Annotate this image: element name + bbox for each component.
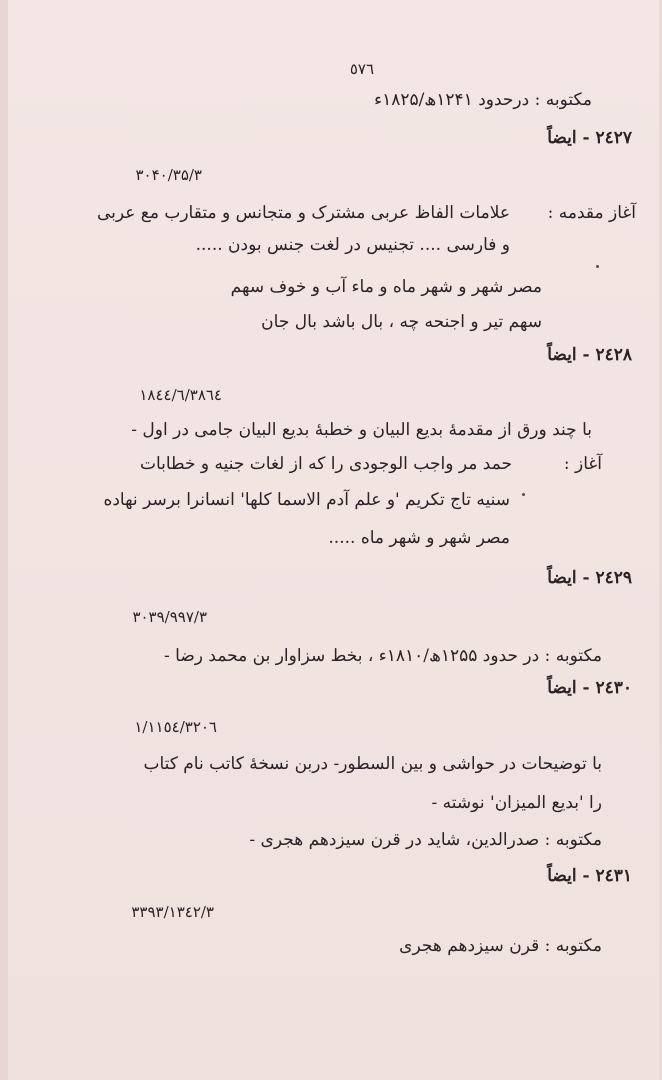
text-line: سهم تیر و اجنحه چه ، بال باشد بال جان [261,312,542,332]
ink-spot [596,265,599,268]
accession-number: ۳۳۹۳/۱۳٤۲/۳ [131,903,214,921]
text-line: مصر شهر و شهر ماه و ماء آب و خوف سهم [230,277,542,297]
text-line: حمد مر واجب الوجودی را که از لغات جنیه و خطابات [139,454,512,474]
ink-spot [522,493,525,496]
text-line: سنیه تاج تکریم 'و علم آدم الاسما کلها' انسانرا برسر نهاده [103,490,510,510]
field-label: آغاز : [563,454,602,474]
text-line: و فارسی .... تجنیس در لغت جنس بودن ..... [195,235,510,255]
entry-heading: ۲٤۳۰ - ایضاً [547,678,632,698]
text-line: مکتوبه : قرن سیزدهم هجری [399,936,602,956]
text-line: مکتوبه : صدرالدین، شاید در قرن سیزدهم هجری - [249,830,602,850]
text-line: مصر شهر و شهر ماه ..... [328,528,510,548]
text-line: علامات الفاظ عربی مشترک و متجانس و متقارب مع عربی [96,203,510,223]
page-number: ٥٧٦ [349,60,374,78]
text-line: مکتوبه : درحدود ۱۲۴۱ھ/۱۸۲۵ء [374,90,592,110]
entry-heading: ۲٤۳۱ - ایضاً [547,866,632,886]
entry-heading: ۲٤۲۷ - ایضاً [547,128,632,148]
accession-number: ۳۰۴۰/۳۵/۳ [135,166,202,184]
text-line: را 'بدیع المیزان' نوشته - [431,793,602,813]
field-label: آغاز مقدمه : [547,203,636,223]
entry-heading: ۲٤۲۸ - ایضاً [547,345,632,365]
accession-number: ۳۸٦٤/۱۸٤٤/٦ [139,386,222,404]
text-line: با توضیحات در حواشی و بین السطور- دربن نسخهٔ کاتب نام کتاب [143,754,602,774]
accession-number: ۳۲۰٦/۱۱٥٤/۱ [134,718,217,736]
text-line: مکتوبه : در حدود ۱۲۵۵ھ/۱۸۱۰ء ، بخط سزاوار بن محمد رضا - [164,646,602,666]
accession-number: ۳۰۳۹/۹۹۷/۳ [132,608,207,626]
text-line: با چند ورق از مقدمهٔ بدیع البیان و خطبهٔ بدیع البیان جامی در اول - [131,420,592,440]
entry-heading: ۲٤۲۹ - ایضاً [547,568,632,588]
